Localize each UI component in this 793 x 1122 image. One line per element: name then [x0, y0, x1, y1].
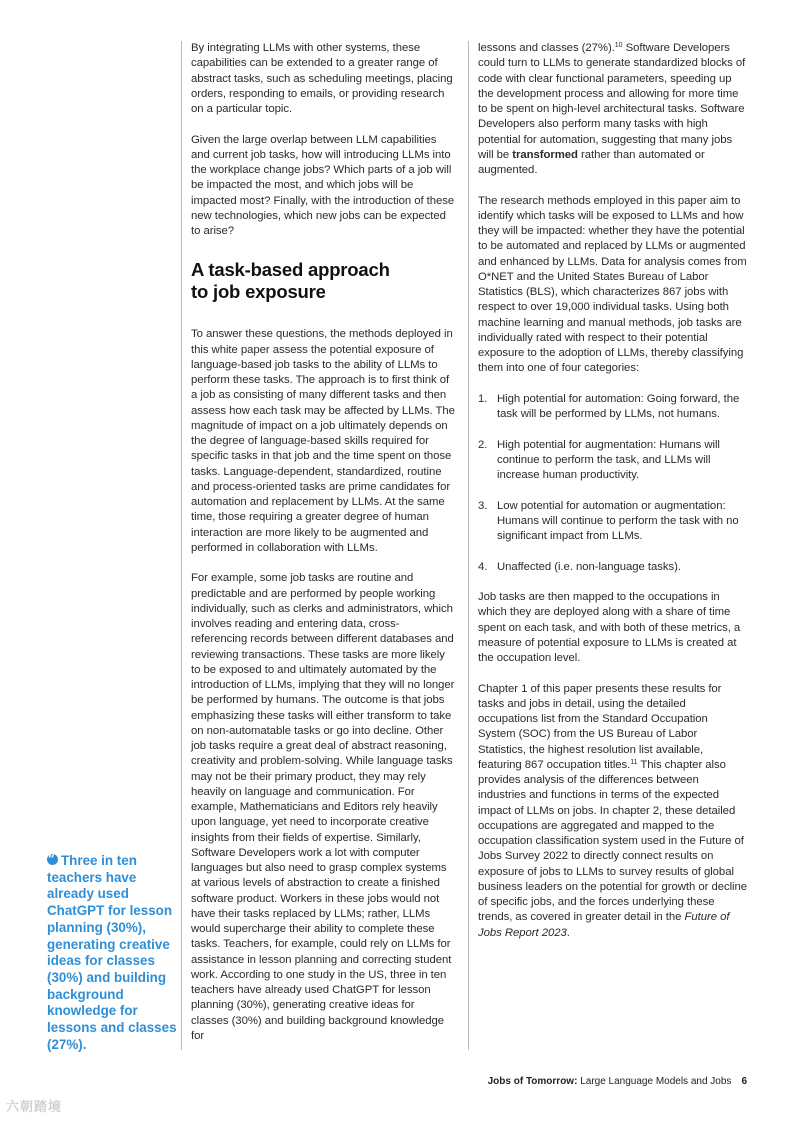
body-paragraph: To answer these questions, the methods deployed in this white paper assess the potential exposure of language-based job tasks to the ability of LLMs to perform these tasks. The approach is to first think of a job as consisting of many different tasks and then assess how each task may be affected by LLMs. The magnitude of impact on a job ultimately depends on the degree of language-based skills required for specific tasks in that job and the time spent on those tasks. Language-dependent, standardized, routine and process-oriented tasks are prime candidates for automation and replacement by LLMs. At the same time, those requiring a greater degree of human interaction are more likely to be augmented and performed in collaboration with LLMs. [191, 328, 455, 554]
column-divider-left [181, 41, 182, 1050]
emphasis-text: transformed [512, 148, 578, 161]
quote-icon [47, 854, 58, 865]
column-divider-right [468, 41, 469, 1050]
footnote-ref-10[interactable]: 10 [614, 42, 623, 49]
pull-quote-text: Three in ten teachers have already used ChatGPT for lesson planning (30%), generating creative ideas for classes (30%) and building background knowledge for lessons and classes (27%). [47, 853, 177, 1052]
section-heading-line: A task-based approach [191, 259, 390, 281]
page-footer [488, 1076, 747, 1087]
list-item [478, 392, 748, 423]
list-item [478, 499, 748, 545]
body-paragraph [478, 682, 748, 941]
list-number: 2. [478, 438, 488, 451]
left-text-column [191, 41, 455, 1059]
list-item-text: High potential for augmentation: Humans will continue to perform the task, and LLMs will increase human productivity. [497, 438, 720, 481]
pull-quote [47, 853, 177, 1053]
text-run: Software Developers could turn to LLMs to generate standardized blocks of code with clear functional parameters, speeding up the development process and allowing for more time to be spent on high-level architectural tasks. Software Developers also perform many tasks with high potential for automation, suggesting that many jobs will be [478, 42, 746, 161]
footer-title: Large Language Models and Jobs [577, 1076, 732, 1087]
footer-title-bold: Jobs of Tomorrow: [487, 1076, 578, 1087]
list-item [478, 438, 748, 484]
text-run: Chapter 1 of this paper presents these results for tasks and jobs in detail, using the detailed occupations list from the Standard Occupation System (SOC) from the US Bureau of Labor Statistics, the highest resolution list available, featuring 867 occupation titles. [478, 682, 722, 771]
body-paragraph: By integrating LLMs with other systems, these capabilities can be extended to a greater range of abstract tasks, such as scheduling meetings, placing orders, responding to emails, or providing research on a particular topic. [191, 42, 453, 115]
list-number: 3. [478, 499, 488, 512]
body-paragraph: The research methods employed in this paper aim to identify which tasks will be exposed to LLMs and how they will be impacted: whether they have the potential to be automated and replaced by LLMs or augmented and enhanced by LLMs. Data for analysis comes from O*NET and the United States Bureau of Labor Statistics (BLS), which characterizes 867 jobs with respect to over 19,000 individual tasks. Using both machine learning and manual methods, job tasks are individually rated with respect to their potential exposure to the adoption of LLMs, thereby classifying them into one of four categories: [478, 194, 747, 375]
page-number: 6 [741, 1076, 747, 1087]
body-paragraph: Given the large overlap between LLM capabilities and current job tasks, how will introducing LLMs into the workplace change jobs? Which parts of a job will be impacted the most, and which jobs will be impacted most? Finally, with the introduction of these new technologies, which new jobs can be expected to arise? [191, 133, 455, 237]
list-item [478, 560, 748, 575]
section-heading-line: to job exposure [191, 281, 326, 303]
text-run: . [566, 926, 570, 939]
body-paragraph: Job tasks are then mapped to the occupations in which they are deployed along with a share of time spent on each task, and with both of these metrics, a measure of potential exposure to LLMs is created at the occupation level. [478, 591, 741, 664]
list-item-text: Low potential for automation or augmentation: Humans will continue to perform the task with no significant impact from LLMs. [497, 499, 739, 542]
body-paragraph [478, 41, 748, 178]
report-title: Future of Jobs Report 2023 [478, 911, 730, 939]
text-run: This chapter also provides analysis of the differences between industries and functions in terms of the expected impact of LLMs on jobs. In chapter 2, these detailed occupations are aggregated and mapped to the occupation classification system used in the Future of Jobs Survey 2022 to directly connect results on exposure of jobs to LLMs to survey results of global business leaders on the potential for growth or decline of specific jobs, and the forces underlying these trends, as covered in greater detail in the [478, 758, 748, 924]
body-paragraph: For example, some job tasks are routine and predictable and are performed by people working individually, such as clerks and administrators, which involves reading and entering data, cross-referencing records between different databases and reviewing transactions. These tasks are more likely to be exposed to and ultimately automated by the introduction of LLMs, implying that they will no longer be performed by humans. The outcome is that jobs emphasizing these tasks will either transform to take on non-automatable tasks or go into decline. Other job tasks require a great deal of abstract reasoning, creativity and problem-solving. While language tasks may not be their primary product, they may rely heavily on language and communication. For example, Mathematicians and Editors rely heavily upon language, yet need to incorporate creative insights from their fields of expertise. Similarly, Software Developers work a lot with computer languages but also need to grasp complex systems at various levels of abstraction to create a finished software product. Workers in these jobs would not have their tasks replaced by LLMs; rather, LLMs would supercharge their ability to complete these tasks. Teachers, for example, could rely on LLMs for assistance in lesson planning and correcting student work. According to one study in the US, three in ten teachers have already used ChatGPT for lesson planning (30%), generating creative ideas for classes (30%) and building background knowledge for [191, 572, 455, 1042]
category-list [478, 392, 748, 575]
list-number: 4. [478, 560, 488, 573]
list-item-text: High potential for automation: Going forward, the task will be performed by LLMs, not humans. [497, 392, 740, 420]
list-number: 1. [478, 392, 488, 405]
footnote-ref-11[interactable]: 11 [630, 758, 638, 766]
section-heading [191, 259, 455, 303]
list-item-text: Unaffected (i.e. non-language tasks). [497, 560, 681, 573]
text-run: lessons and classes (27%). [478, 42, 615, 54]
text-run: rather than automated or augmented. [478, 148, 705, 176]
watermark: 六朝踏境 [6, 1099, 63, 1114]
right-text-column [478, 41, 748, 956]
